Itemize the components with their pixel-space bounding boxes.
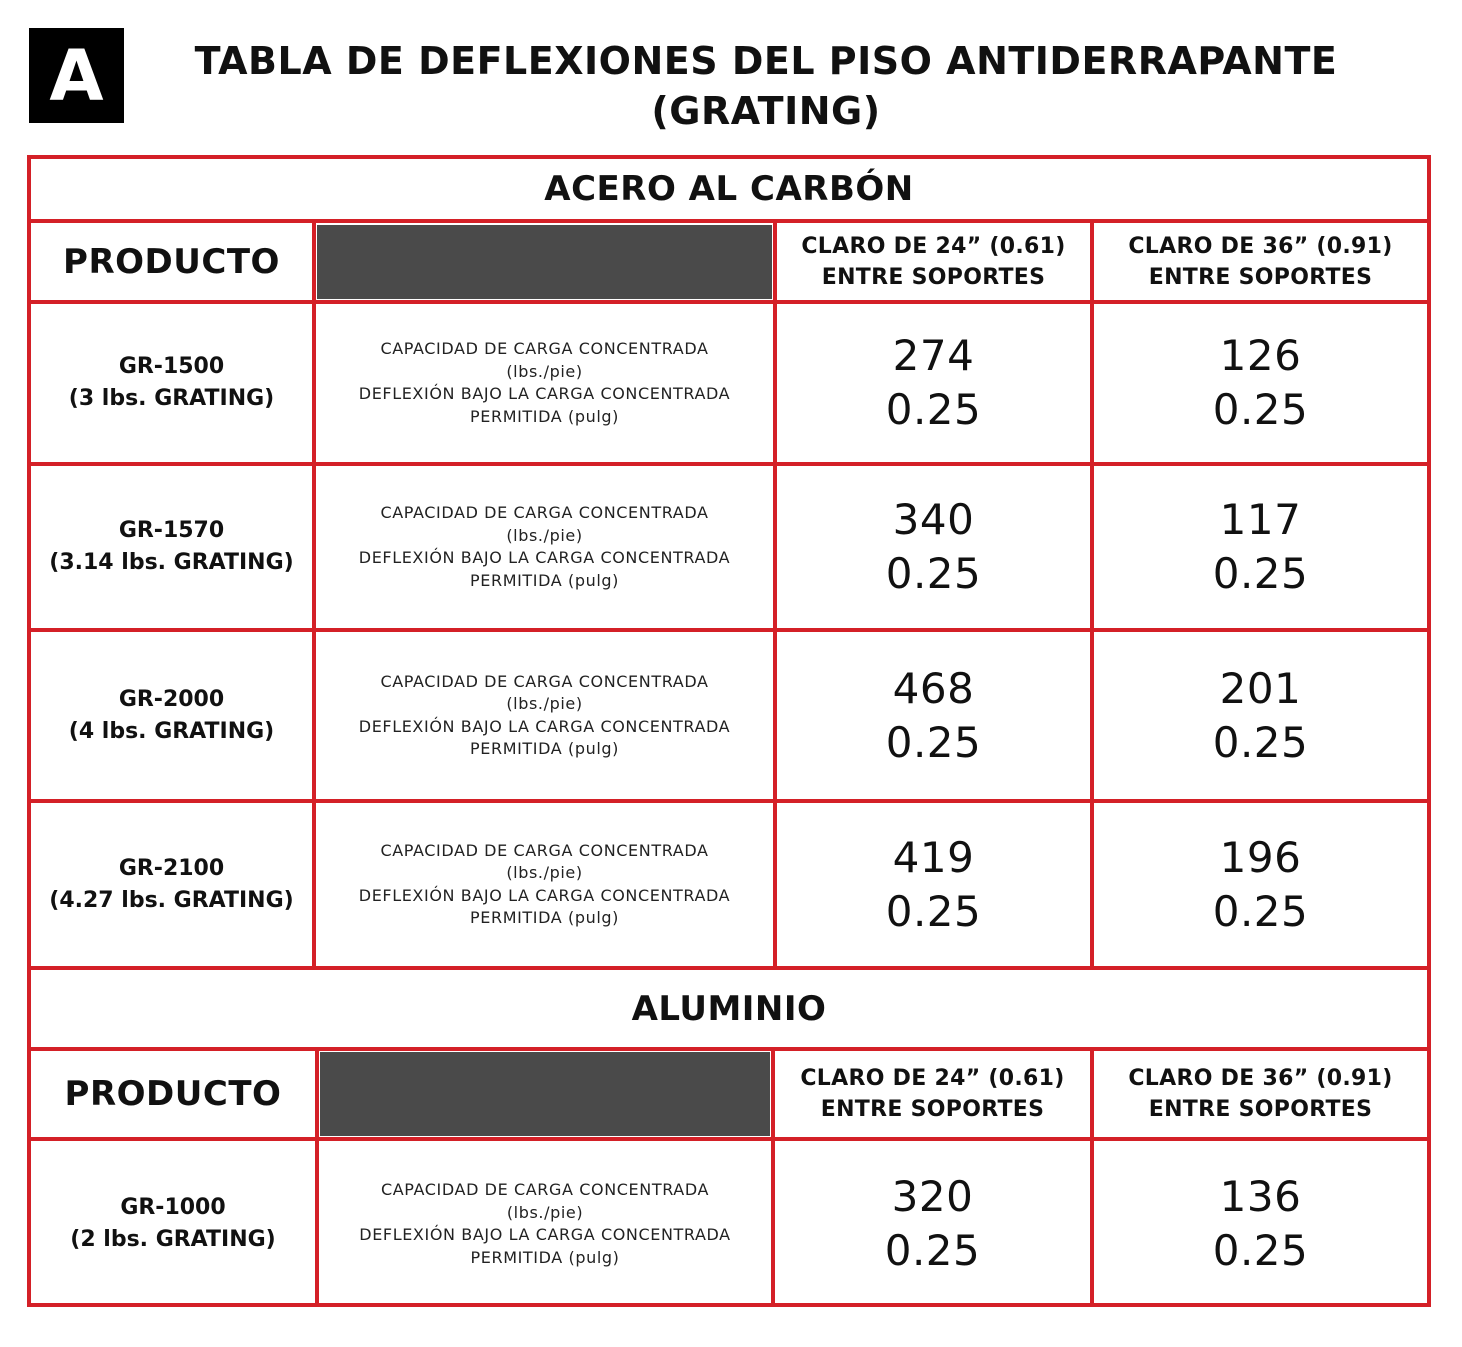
description-line: CAPACIDAD DE CARGA CONCENTRADA bbox=[380, 671, 709, 691]
load-capacity-value: 320 bbox=[891, 1172, 974, 1221]
span-24-header bbox=[775, 1051, 1090, 1137]
description-line: (lbs./pie) bbox=[506, 525, 583, 545]
description-cell bbox=[316, 803, 773, 966]
product-name-cell bbox=[31, 803, 312, 966]
product-name-cell bbox=[31, 632, 312, 799]
span-24-header-line1: CLARO DE 24” (0.61) bbox=[801, 233, 1066, 259]
deflection-value: 0.25 bbox=[1212, 886, 1309, 936]
span-36-header bbox=[1094, 1051, 1427, 1137]
description-line: PERMITIDA (pulg) bbox=[470, 570, 619, 590]
product-weight: (3 lbs. GRATING) bbox=[68, 386, 275, 411]
span-36-header-line1: CLARO DE 36” (0.91) bbox=[1128, 1066, 1393, 1091]
span-36-values bbox=[1094, 304, 1427, 462]
product-column-header: PRODUCTO bbox=[64, 1074, 282, 1114]
description-cell bbox=[319, 1141, 771, 1307]
span-24-header bbox=[777, 223, 1090, 300]
product-code: GR-2100 bbox=[118, 855, 225, 881]
description-line: DEFLEXIÓN BAJO LA CARGA CONCENTRADA bbox=[358, 548, 731, 567]
span-36-values bbox=[1094, 1141, 1427, 1307]
page-title-line2: (GRATING) bbox=[651, 89, 881, 133]
span-36-values bbox=[1094, 466, 1427, 628]
header-blank-block bbox=[320, 1052, 770, 1136]
product-name-cell bbox=[31, 304, 312, 462]
description-cell bbox=[316, 304, 773, 462]
load-capacity-value: 126 bbox=[1219, 331, 1302, 380]
header-blank-block bbox=[317, 225, 772, 299]
product-column-header: PRODUCTO bbox=[63, 241, 280, 282]
span-24-header-line2: ENTRE SOPORTES bbox=[820, 1097, 1045, 1122]
span-36-values bbox=[1094, 632, 1427, 799]
span-36-header-line1: CLARO DE 36” (0.91) bbox=[1128, 233, 1393, 259]
description-line: CAPACIDAD DE CARGA CONCENTRADA bbox=[380, 339, 709, 358]
span-36-header-line2: ENTRE SOPORTES bbox=[1148, 264, 1373, 290]
description-line: DEFLEXIÓN BAJO LA CARGA CONCENTRADA bbox=[359, 1225, 731, 1244]
deflection-table bbox=[27, 155, 1431, 1307]
page-title bbox=[150, 36, 1382, 136]
description-line: (lbs./pie) bbox=[506, 694, 583, 713]
description-line: (lbs./pie) bbox=[506, 361, 583, 381]
description-cell bbox=[316, 466, 773, 628]
load-capacity-value: 274 bbox=[892, 331, 975, 380]
description-line: CAPACIDAD DE CARGA CONCENTRADA bbox=[380, 1180, 710, 1199]
load-capacity-value: 340 bbox=[892, 495, 975, 544]
section-title-acero: ACERO AL CARBÓN bbox=[544, 169, 914, 209]
span-24-values bbox=[777, 632, 1090, 799]
description-line: (lbs./pie) bbox=[506, 863, 583, 882]
span-36-header bbox=[1094, 223, 1427, 300]
deflection-value: 0.25 bbox=[1212, 385, 1309, 434]
load-capacity-value: 468 bbox=[892, 663, 975, 713]
span-24-values bbox=[777, 304, 1090, 462]
product-name-cell bbox=[31, 1141, 315, 1307]
deflection-value: 0.25 bbox=[884, 1226, 981, 1275]
deflection-value: 0.25 bbox=[1212, 1226, 1309, 1275]
product-code: GR-2000 bbox=[118, 686, 225, 712]
product-weight: (4 lbs. GRATING) bbox=[68, 718, 275, 744]
description-line: PERMITIDA (pulg) bbox=[470, 1247, 620, 1267]
description-line: PERMITIDA (pulg) bbox=[470, 908, 619, 927]
product-weight: (4.27 lbs. GRATING) bbox=[49, 887, 294, 913]
page-title-line1: TABLA DE DEFLEXIONES DEL PISO ANTIDERRAPANTE bbox=[194, 39, 1338, 83]
load-capacity-value: 136 bbox=[1219, 1172, 1302, 1221]
span-24-header-line1: CLARO DE 24” (0.61) bbox=[800, 1066, 1065, 1091]
product-name-cell bbox=[31, 466, 312, 628]
load-capacity-value: 117 bbox=[1219, 495, 1302, 544]
deflection-value: 0.25 bbox=[1212, 717, 1309, 767]
span-24-header-line2: ENTRE SOPORTES bbox=[821, 264, 1046, 290]
product-weight: (2 lbs. GRATING) bbox=[70, 1227, 276, 1252]
description-line: CAPACIDAD DE CARGA CONCENTRADA bbox=[380, 503, 709, 522]
span-24-values bbox=[775, 1141, 1090, 1307]
section-title-aluminio: ALUMINIO bbox=[631, 988, 827, 1029]
span-24-values bbox=[777, 803, 1090, 966]
load-capacity-value: 419 bbox=[892, 832, 975, 882]
load-capacity-value: 201 bbox=[1219, 663, 1302, 713]
deflection-value: 0.25 bbox=[1212, 549, 1309, 598]
deflection-value: 0.25 bbox=[885, 717, 982, 767]
product-weight: (3.14 lbs. GRATING) bbox=[49, 550, 294, 575]
description-line: DEFLEXIÓN BAJO LA CARGA CONCENTRADA bbox=[358, 384, 731, 403]
description-cell bbox=[316, 632, 773, 799]
span-24-values bbox=[777, 466, 1090, 628]
product-code: GR-1570 bbox=[118, 518, 225, 543]
deflection-value: 0.25 bbox=[885, 549, 982, 598]
span-36-header-line2: ENTRE SOPORTES bbox=[1148, 1097, 1373, 1122]
load-capacity-value: 196 bbox=[1219, 832, 1302, 882]
product-code: GR-1000 bbox=[120, 1195, 226, 1220]
description-line: DEFLEXIÓN BAJO LA CARGA CONCENTRADA bbox=[358, 716, 731, 736]
deflection-value: 0.25 bbox=[885, 886, 982, 936]
description-line: CAPACIDAD DE CARGA CONCENTRADA bbox=[380, 840, 709, 860]
description-line: DEFLEXIÓN BAJO LA CARGA CONCENTRADA bbox=[358, 885, 731, 905]
description-line: PERMITIDA (pulg) bbox=[470, 739, 619, 758]
description-line: (lbs./pie) bbox=[506, 1202, 584, 1222]
product-code: GR-1500 bbox=[118, 354, 225, 379]
deflection-value: 0.25 bbox=[885, 385, 982, 434]
span-36-values bbox=[1094, 803, 1427, 966]
section-badge: A bbox=[29, 28, 124, 123]
description-line: PERMITIDA (pulg) bbox=[470, 406, 619, 426]
